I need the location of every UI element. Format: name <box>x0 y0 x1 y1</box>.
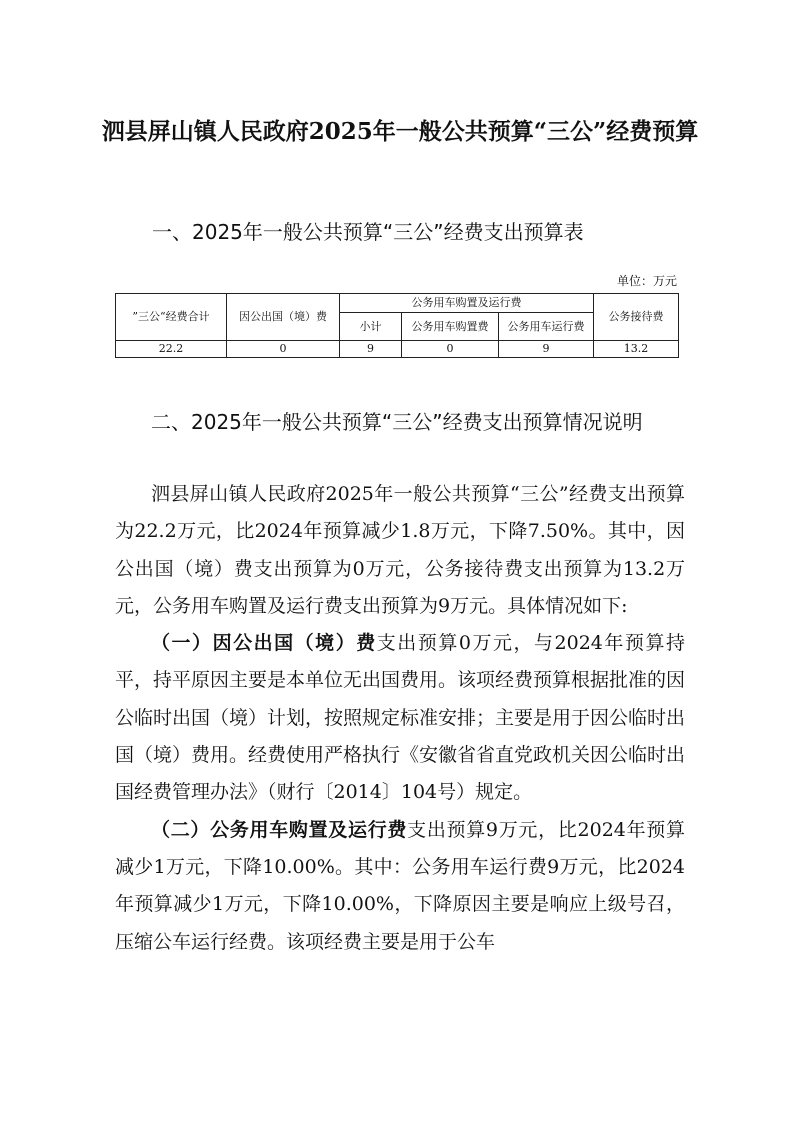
cell-reception: 13.2 <box>594 341 679 358</box>
body-text <box>115 476 685 961</box>
header-total: ”三公“经费合计 <box>116 294 227 341</box>
unit-label: 单位：万元 <box>616 274 677 288</box>
header-subtotal: 小计 <box>340 313 402 341</box>
paragraph-abroad <box>115 625 685 811</box>
paragraph-vehicle <box>115 812 685 961</box>
section2-heading <box>115 403 680 441</box>
cell-operation: 9 <box>499 341 594 358</box>
table-row <box>116 341 679 358</box>
paragraph-abroad-text: 支出预算0万元，与2024年预算持平，持平原因主要是本单位无出国费用。该项经费预算根据批准的因公临时出国（境）计划，按照规定标准安排；主要是用于因公临时出国（境）费用。经费使用严格执行《安徽省省直党政机关因公临时出国经费管理办法》（财行〔2014〕104号）规定。 <box>115 632 686 804</box>
paragraph-summary: 泗县屏山镇人民政府2025年一般公共预算“三公”经费支出预算为22.2万元，比2024年预算减少1.8万元，下降7.50%。其中，因公出国（境）费支出预算为0万元，公务接待费支出预算为13.2万元，公务用车购置及运行费支出预算为9万元。具体情况如下: <box>115 483 685 617</box>
cell-subtotal: 9 <box>340 341 402 358</box>
document-title: 泗县屏山镇人民政府2025年一般公共预算“三公”经费预算 <box>101 118 699 145</box>
table-header-row <box>116 294 679 313</box>
header-vehicle-group: 公务用车购置及运行费 <box>340 294 594 313</box>
header-reception: 公务接待费 <box>594 294 679 341</box>
header-abroad: 因公出国（境）费 <box>227 294 340 341</box>
section2-heading-text: 二、2025年一般公共预算“三公”经费支出预算情况说明 <box>151 410 643 434</box>
paragraph-abroad-heading: （一）因公出国（境）费 <box>151 632 377 655</box>
section1-heading: 一、2025年一般公共预算“三公”经费支出预算表 <box>152 220 584 244</box>
header-vehicle-purchase: 公务用车购置费 <box>402 313 499 341</box>
paragraph-vehicle-text: 支出预算9万元，比2024年预算减少1万元，下降10.00%。其中：公务用车运行费9万元，比2024年预算减少1万元，下降10.00%，下降原因主要是响应上级号召，压缩公车运行经费。该项经费主要是用于公车 <box>115 818 685 953</box>
paragraph-vehicle-heading: （二）公务用车购置及运行费 <box>151 818 408 841</box>
cell-purchase: 0 <box>402 341 499 358</box>
budget-table <box>115 293 679 358</box>
cell-abroad: 0 <box>227 341 340 358</box>
header-vehicle-operation: 公务用车运行费 <box>499 313 594 341</box>
cell-total: 22.2 <box>116 341 227 358</box>
